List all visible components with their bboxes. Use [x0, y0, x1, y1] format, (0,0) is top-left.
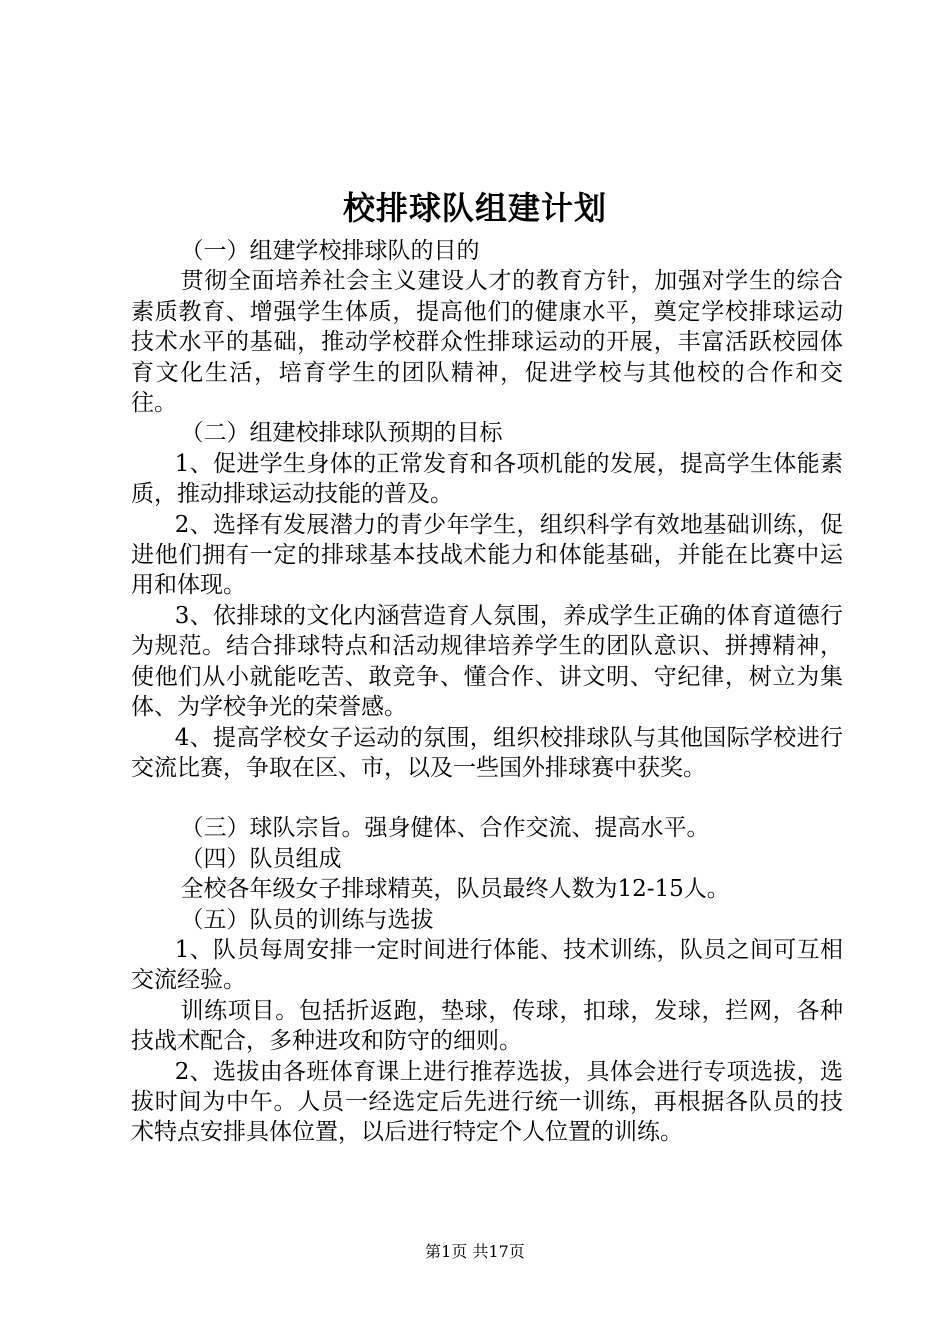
- paragraph: 贯彻全面培养社会主义建设人才的教育方针，加强对学生的综合素质教育、增强学生体质，提高他们的健康水平，奠定学校排球运动技术水平的基础，推动学校群众性排球运动的开展，丰富活跃校园体育文化生活，培育学生的团队精神，促进学校与其他校的合作和交往。: [131, 268, 843, 417]
- paragraph: 全校各年级女子排球精英，队员最终人数为12-15人。: [180, 876, 730, 903]
- paragraph: 训练项目。包括折返跑，垫球，传球，扣球，发球，拦网，各种技战术配合，多种进攻和防守的细则。: [131, 997, 843, 1055]
- page-footer: 第1页 共17页: [425, 1242, 525, 1261]
- paragraph: 1、队员每周安排一定时间进行体能、技术训练，队员之间可互相交流经验。: [131, 936, 843, 994]
- document-body: [131, 236, 843, 1148]
- paragraph: （五）队员的训练与选拔: [180, 906, 434, 933]
- paragraph: 3、依排球的文化内涵营造育人氛围，养成学生正确的体育道德行为规范。结合排球特点和活动规律培养学生的团队意识、拼搏精神，使他们从小就能吃苦、敢竞争、懂合作、讲文明、守纪律，树立为集体、为学校争光的荣誉感。: [131, 602, 843, 721]
- paragraph: 1、促进学生身体的正常发育和各项机能的发展，提高学生体能素质，推动排球运动技能的普及。: [131, 450, 843, 508]
- paragraph-gap: [131, 783, 843, 813]
- paragraph: （一）组建学校排球队的目的: [180, 238, 480, 264]
- paragraph: （二）组建校排球队预期的目标: [180, 420, 503, 447]
- paragraph: 2、选择有发展潜力的青少年学生，组织科学有效地基础训练，促进他们拥有一定的排球基本技战术能力和体能基础，并能在比赛中运用和体现。: [131, 511, 843, 599]
- document-title: 校排球队组建计划: [342, 189, 607, 227]
- paragraph: 2、选拔由各班体育课上进行推荐选拔，具体会进行专项选拔，选拔时间为中午。人员一经选定后先进行统一训练，再根据各队员的技术特点安排具体位置，以后进行特定个人位置的训练。: [131, 1058, 843, 1146]
- paragraph: （三）球队宗旨。强身健体、合作交流、提高水平。: [180, 815, 710, 842]
- paragraph: （四）队员组成: [180, 845, 342, 872]
- paragraph: 4、提高学校女子运动的氛围，组织校排球队与其他国际学校进行交流比赛，争取在区、市，以及一些国外排球赛中获奖。: [131, 724, 843, 781]
